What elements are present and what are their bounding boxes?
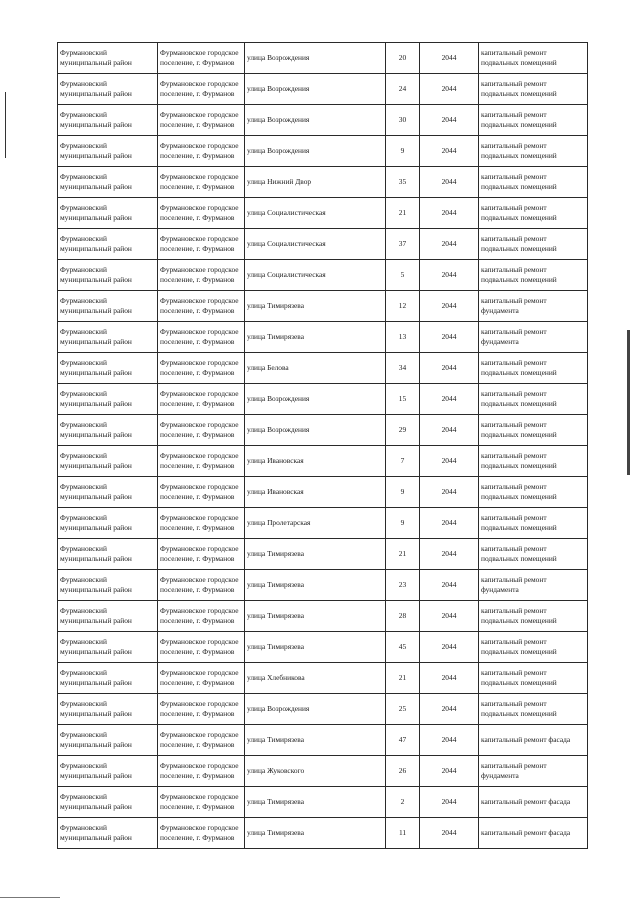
settlement-cell: Фурмановское городское поселение, г. Фурманов	[158, 694, 245, 725]
settlement-cell: Фурмановское городское поселение, г. Фурманов	[158, 787, 245, 818]
house-number-cell: 12	[386, 291, 420, 322]
house-number-cell: 29	[386, 415, 420, 446]
year-cell: 2044	[420, 508, 479, 539]
district-cell: Фурмановский муниципальный район	[58, 663, 158, 694]
work-type-cell: капитальный ремонт подвальных помещений	[479, 353, 588, 384]
work-type-cell: капитальный ремонт подвальных помещений	[479, 601, 588, 632]
street-cell: улица Возрождения	[245, 105, 386, 136]
street-cell: улица Тимирязева	[245, 725, 386, 756]
table-row	[58, 601, 588, 632]
year-cell: 2044	[420, 725, 479, 756]
table-row	[58, 353, 588, 384]
house-number-cell: 34	[386, 353, 420, 384]
year-cell: 2044	[420, 229, 479, 260]
scan-margin-mark	[5, 92, 6, 158]
settlement-cell: Фурмановское городское поселение, г. Фурманов	[158, 198, 245, 229]
settlement-cell: Фурмановское городское поселение, г. Фурманов	[158, 632, 245, 663]
work-type-cell: капитальный ремонт подвальных помещений	[479, 260, 588, 291]
year-cell: 2044	[420, 663, 479, 694]
table-row	[58, 570, 588, 601]
work-type-cell: капитальный ремонт подвальных помещений	[479, 415, 588, 446]
year-cell: 2044	[420, 198, 479, 229]
work-type-cell: капитальный ремонт фундамента	[479, 291, 588, 322]
work-type-cell: капитальный ремонт подвальных помещений	[479, 539, 588, 570]
district-cell: Фурмановский муниципальный район	[58, 198, 158, 229]
house-number-cell: 9	[386, 136, 420, 167]
street-cell: улица Нижний Двор	[245, 167, 386, 198]
settlement-cell: Фурмановское городское поселение, г. Фурманов	[158, 167, 245, 198]
district-cell: Фурмановский муниципальный район	[58, 539, 158, 570]
street-cell: улица Тимирязева	[245, 539, 386, 570]
house-number-cell: 20	[386, 43, 420, 74]
street-cell: улица Возрождения	[245, 43, 386, 74]
year-cell: 2044	[420, 291, 479, 322]
year-cell: 2044	[420, 43, 479, 74]
settlement-cell: Фурмановское городское поселение, г. Фурманов	[158, 260, 245, 291]
table-row	[58, 787, 588, 818]
work-type-cell: капитальный ремонт подвальных помещений	[479, 477, 588, 508]
table-row	[58, 229, 588, 260]
street-cell: улица Ивановская	[245, 446, 386, 477]
year-cell: 2044	[420, 322, 479, 353]
table-row	[58, 818, 588, 849]
settlement-cell: Фурмановское городское поселение, г. Фурманов	[158, 601, 245, 632]
work-type-cell: капитальный ремонт подвальных помещений	[479, 632, 588, 663]
year-cell: 2044	[420, 477, 479, 508]
house-number-cell: 30	[386, 105, 420, 136]
house-number-cell: 45	[386, 632, 420, 663]
table-row	[58, 694, 588, 725]
work-type-cell: капитальный ремонт подвальных помещений	[479, 508, 588, 539]
year-cell: 2044	[420, 167, 479, 198]
table-row	[58, 291, 588, 322]
repair-schedule-table	[57, 42, 588, 849]
settlement-cell: Фурмановское городское поселение, г. Фурманов	[158, 415, 245, 446]
district-cell: Фурмановский муниципальный район	[58, 477, 158, 508]
district-cell: Фурмановский муниципальный район	[58, 787, 158, 818]
district-cell: Фурмановский муниципальный район	[58, 694, 158, 725]
year-cell: 2044	[420, 136, 479, 167]
settlement-cell: Фурмановское городское поселение, г. Фурманов	[158, 229, 245, 260]
house-number-cell: 9	[386, 477, 420, 508]
street-cell: улица Жуковского	[245, 756, 386, 787]
settlement-cell: Фурмановское городское поселение, г. Фурманов	[158, 105, 245, 136]
year-cell: 2044	[420, 353, 479, 384]
work-type-cell: капитальный ремонт подвальных помещений	[479, 663, 588, 694]
street-cell: улица Возрождения	[245, 384, 386, 415]
house-number-cell: 21	[386, 198, 420, 229]
settlement-cell: Фурмановское городское поселение, г. Фурманов	[158, 663, 245, 694]
table-row	[58, 508, 588, 539]
table-row	[58, 167, 588, 198]
district-cell: Фурмановский муниципальный район	[58, 601, 158, 632]
house-number-cell: 28	[386, 601, 420, 632]
year-cell: 2044	[420, 105, 479, 136]
street-cell: улица Социалистическая	[245, 229, 386, 260]
work-type-cell: капитальный ремонт фундамента	[479, 322, 588, 353]
settlement-cell: Фурмановское городское поселение, г. Фурманов	[158, 539, 245, 570]
settlement-cell: Фурмановское городское поселение, г. Фурманов	[158, 74, 245, 105]
district-cell: Фурмановский муниципальный район	[58, 229, 158, 260]
work-type-cell: капитальный ремонт фасада	[479, 725, 588, 756]
district-cell: Фурмановский муниципальный район	[58, 446, 158, 477]
work-type-cell: капитальный ремонт подвальных помещений	[479, 43, 588, 74]
street-cell: улица Тимирязева	[245, 322, 386, 353]
work-type-cell: капитальный ремонт подвальных помещений	[479, 694, 588, 725]
work-type-cell: капитальный ремонт подвальных помещений	[479, 229, 588, 260]
street-cell: улица Тимирязева	[245, 818, 386, 849]
settlement-cell: Фурмановское городское поселение, г. Фурманов	[158, 353, 245, 384]
year-cell: 2044	[420, 384, 479, 415]
table-row	[58, 105, 588, 136]
district-cell: Фурмановский муниципальный район	[58, 384, 158, 415]
street-cell: улица Возрождения	[245, 136, 386, 167]
table-row	[58, 663, 588, 694]
table-row	[58, 74, 588, 105]
district-cell: Фурмановский муниципальный район	[58, 260, 158, 291]
house-number-cell: 35	[386, 167, 420, 198]
house-number-cell: 9	[386, 508, 420, 539]
settlement-cell: Фурмановское городское поселение, г. Фурманов	[158, 291, 245, 322]
house-number-cell: 47	[386, 725, 420, 756]
settlement-cell: Фурмановское городское поселение, г. Фурманов	[158, 136, 245, 167]
work-type-cell: капитальный ремонт подвальных помещений	[479, 198, 588, 229]
street-cell: улица Тимирязева	[245, 787, 386, 818]
work-type-cell: капитальный ремонт подвальных помещений	[479, 384, 588, 415]
work-type-cell: капитальный ремонт фундамента	[479, 756, 588, 787]
table-row	[58, 539, 588, 570]
district-cell: Фурмановский муниципальный район	[58, 632, 158, 663]
work-type-cell: капитальный ремонт подвальных помещений	[479, 105, 588, 136]
year-cell: 2044	[420, 539, 479, 570]
settlement-cell: Фурмановское городское поселение, г. Фурманов	[158, 508, 245, 539]
house-number-cell: 24	[386, 74, 420, 105]
settlement-cell: Фурмановское городское поселение, г. Фурманов	[158, 725, 245, 756]
settlement-cell: Фурмановское городское поселение, г. Фурманов	[158, 446, 245, 477]
scan-edge-mark	[627, 330, 630, 475]
table-row	[58, 322, 588, 353]
table-row	[58, 477, 588, 508]
district-cell: Фурмановский муниципальный район	[58, 508, 158, 539]
year-cell: 2044	[420, 632, 479, 663]
district-cell: Фурмановский муниципальный район	[58, 570, 158, 601]
street-cell: улица Тимирязева	[245, 570, 386, 601]
street-cell: улица Социалистическая	[245, 260, 386, 291]
table-row	[58, 198, 588, 229]
work-type-cell: капитальный ремонт подвальных помещений	[479, 136, 588, 167]
district-cell: Фурмановский муниципальный район	[58, 322, 158, 353]
work-type-cell: капитальный ремонт фасада	[479, 787, 588, 818]
settlement-cell: Фурмановское городское поселение, г. Фурманов	[158, 570, 245, 601]
street-cell: улица Возрождения	[245, 415, 386, 446]
district-cell: Фурмановский муниципальный район	[58, 353, 158, 384]
work-type-cell: капитальный ремонт подвальных помещений	[479, 74, 588, 105]
work-type-cell: капитальный ремонт фундамента	[479, 570, 588, 601]
street-cell: улица Тимирязева	[245, 632, 386, 663]
table-body	[58, 43, 588, 849]
year-cell: 2044	[420, 601, 479, 632]
table-row	[58, 136, 588, 167]
street-cell: улица Социалистическая	[245, 198, 386, 229]
house-number-cell: 7	[386, 446, 420, 477]
table-row	[58, 446, 588, 477]
year-cell: 2044	[420, 694, 479, 725]
work-type-cell: капитальный ремонт фасада	[479, 818, 588, 849]
district-cell: Фурмановский муниципальный район	[58, 136, 158, 167]
table-row	[58, 415, 588, 446]
table-row	[58, 756, 588, 787]
house-number-cell: 23	[386, 570, 420, 601]
table-row	[58, 725, 588, 756]
work-type-cell: капитальный ремонт подвальных помещений	[479, 167, 588, 198]
year-cell: 2044	[420, 756, 479, 787]
year-cell: 2044	[420, 260, 479, 291]
house-number-cell: 25	[386, 694, 420, 725]
street-cell: улица Возрождения	[245, 694, 386, 725]
street-cell: улица Белова	[245, 353, 386, 384]
year-cell: 2044	[420, 74, 479, 105]
street-cell: улица Ивановская	[245, 477, 386, 508]
street-cell: улица Тимирязева	[245, 291, 386, 322]
district-cell: Фурмановский муниципальный район	[58, 167, 158, 198]
table-row	[58, 632, 588, 663]
district-cell: Фурмановский муниципальный район	[58, 725, 158, 756]
district-cell: Фурмановский муниципальный район	[58, 756, 158, 787]
settlement-cell: Фурмановское городское поселение, г. Фурманов	[158, 477, 245, 508]
settlement-cell: Фурмановское городское поселение, г. Фурманов	[158, 384, 245, 415]
house-number-cell: 2	[386, 787, 420, 818]
year-cell: 2044	[420, 818, 479, 849]
work-type-cell: капитальный ремонт подвальных помещений	[479, 446, 588, 477]
district-cell: Фурмановский муниципальный район	[58, 105, 158, 136]
table-row	[58, 384, 588, 415]
district-cell: Фурмановский муниципальный район	[58, 415, 158, 446]
house-number-cell: 37	[386, 229, 420, 260]
street-cell: улица Тимирязева	[245, 601, 386, 632]
year-cell: 2044	[420, 570, 479, 601]
district-cell: Фурмановский муниципальный район	[58, 43, 158, 74]
settlement-cell: Фурмановское городское поселение, г. Фурманов	[158, 756, 245, 787]
house-number-cell: 15	[386, 384, 420, 415]
table-row	[58, 260, 588, 291]
house-number-cell: 21	[386, 539, 420, 570]
year-cell: 2044	[420, 787, 479, 818]
year-cell: 2044	[420, 415, 479, 446]
street-cell: улица Пролетарская	[245, 508, 386, 539]
scan-footer-line	[0, 897, 60, 898]
street-cell: улица Хлебникова	[245, 663, 386, 694]
house-number-cell: 21	[386, 663, 420, 694]
year-cell: 2044	[420, 446, 479, 477]
settlement-cell: Фурмановское городское поселение, г. Фурманов	[158, 43, 245, 74]
settlement-cell: Фурмановское городское поселение, г. Фурманов	[158, 322, 245, 353]
street-cell: улица Возрождения	[245, 74, 386, 105]
house-number-cell: 11	[386, 818, 420, 849]
house-number-cell: 5	[386, 260, 420, 291]
house-number-cell: 13	[386, 322, 420, 353]
district-cell: Фурмановский муниципальный район	[58, 74, 158, 105]
district-cell: Фурмановский муниципальный район	[58, 291, 158, 322]
district-cell: Фурмановский муниципальный район	[58, 818, 158, 849]
house-number-cell: 26	[386, 756, 420, 787]
table-row	[58, 43, 588, 74]
settlement-cell: Фурмановское городское поселение, г. Фурманов	[158, 818, 245, 849]
